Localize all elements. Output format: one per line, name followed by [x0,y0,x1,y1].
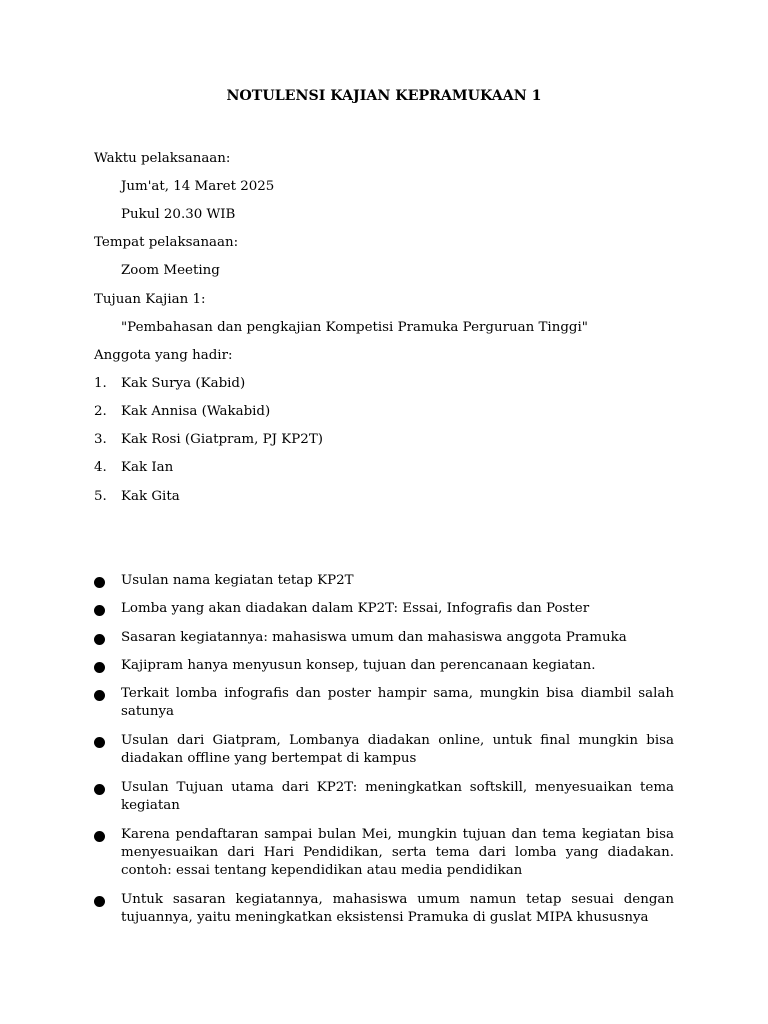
document-title: NOTULENSI KAJIAN KEPRAMUKAAN 1 [226,88,542,104]
note-text: Lomba yang akan diadakan dalam KP2T: Essai, Infografis dan Poster [121,601,590,616]
list-item-number: 4. [94,460,107,475]
note-text: Untuk sasaran kegiatannya, mahasiswa umum namun tetap sesuai dengan tujuannya, yaitu meningkatkan eksistensi Pramuka di guslat MIPA khususnya [121,892,674,925]
note-text: Usulan dari Giatpram, Lombanya diadakan online, untuk final mungkin bisa diadakan offline yang bertempat di kampus [121,733,674,766]
bullet-icon [94,605,105,616]
list-item-number: 5. [94,489,107,504]
waktu-time: Pukul 20.30 WIB [121,207,236,222]
list-item: Kak Gita [121,489,180,504]
list-item-number: 3. [94,432,107,447]
note-text: Kajipram hanya menyusun konsep, tujuan dan perencanaan kegiatan. [121,658,596,673]
bullet-icon [94,896,105,907]
list-item: Kak Annisa (Wakabid) [121,404,271,419]
bullet-icon [94,690,105,701]
bullet-icon [94,577,105,588]
bullet-icon [94,737,105,748]
tempat-value: Zoom Meeting [121,263,220,278]
note-text: Usulan nama kegiatan tetap KP2T [121,573,354,588]
anggota-label: Anggota yang hadir: [94,348,233,363]
bullet-icon [94,662,105,673]
waktu-label: Waktu pelaksanaan: [94,151,231,166]
tempat-label: Tempat pelaksanaan: [94,235,239,250]
tujuan-label: Tujuan Kajian 1: [94,292,206,307]
note-text: Karena pendaftaran sampai bulan Mei, mungkin tujuan dan tema kegiatan bisa menyesuaikan dari Hari Pendidikan, serta tema dari lomba yang diadakan. contoh: essai tentang kependidikan atau media pendidikan [121,827,674,878]
bullet-icon [94,784,105,795]
waktu-date: Jum'at, 14 Maret 2025 [121,179,275,194]
bullet-icon [94,831,105,842]
bullet-icon [94,634,105,645]
list-item: Kak Surya (Kabid) [121,376,246,391]
list-item-number: 2. [94,404,107,419]
list-item: Kak Rosi (Giatpram, PJ KP2T) [121,432,323,447]
list-item: Kak Ian [121,460,174,475]
note-text: Terkait lomba infografis dan poster hampir sama, mungkin bisa diambil salah satunya [121,686,674,719]
list-item-number: 1. [94,376,107,391]
note-text: Sasaran kegiatannya: mahasiswa umum dan mahasiswa anggota Pramuka [121,630,627,645]
tujuan-value: "Pembahasan dan pengkajian Kompetisi Pramuka Perguruan Tinggi" [121,320,588,335]
note-text: Usulan Tujuan utama dari KP2T: meningkatkan softskill, menyesuaikan tema kegiatan [121,780,674,813]
